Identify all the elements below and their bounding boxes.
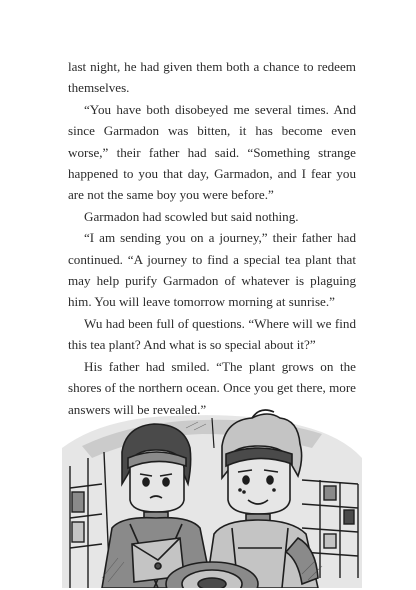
paragraph: “I am sending you on a journey,” their father had continued. “A journey to find a special tea plant that may help purify Garmadon of whatever is plaguing him. You will leave tomorrow morning at sunrise.”	[68, 230, 356, 310]
paragraph: Garmadon had scowled but said nothing.	[84, 208, 299, 224]
body-text	[68, 56, 356, 420]
illustration-two-boys	[62, 388, 362, 588]
paragraph: last night, he had given them both a chance to redeem themselves.	[68, 59, 356, 96]
paragraph: His father had smiled. “The plant grows on the shores of the northern ocean. Once you get there, more answers will be revealed.”	[68, 358, 356, 417]
paragraph: Wu had been full of questions. “Where will we find this tea plant? And what is so special about it?”	[68, 315, 356, 353]
paragraph: “You have both disobeyed me several times. And since Garmadon was bitten, it has become even worse,” their father had said. “Something strange happened to you that day, Garmadon, and I fear you are not the same boy you were before.”	[68, 101, 356, 203]
